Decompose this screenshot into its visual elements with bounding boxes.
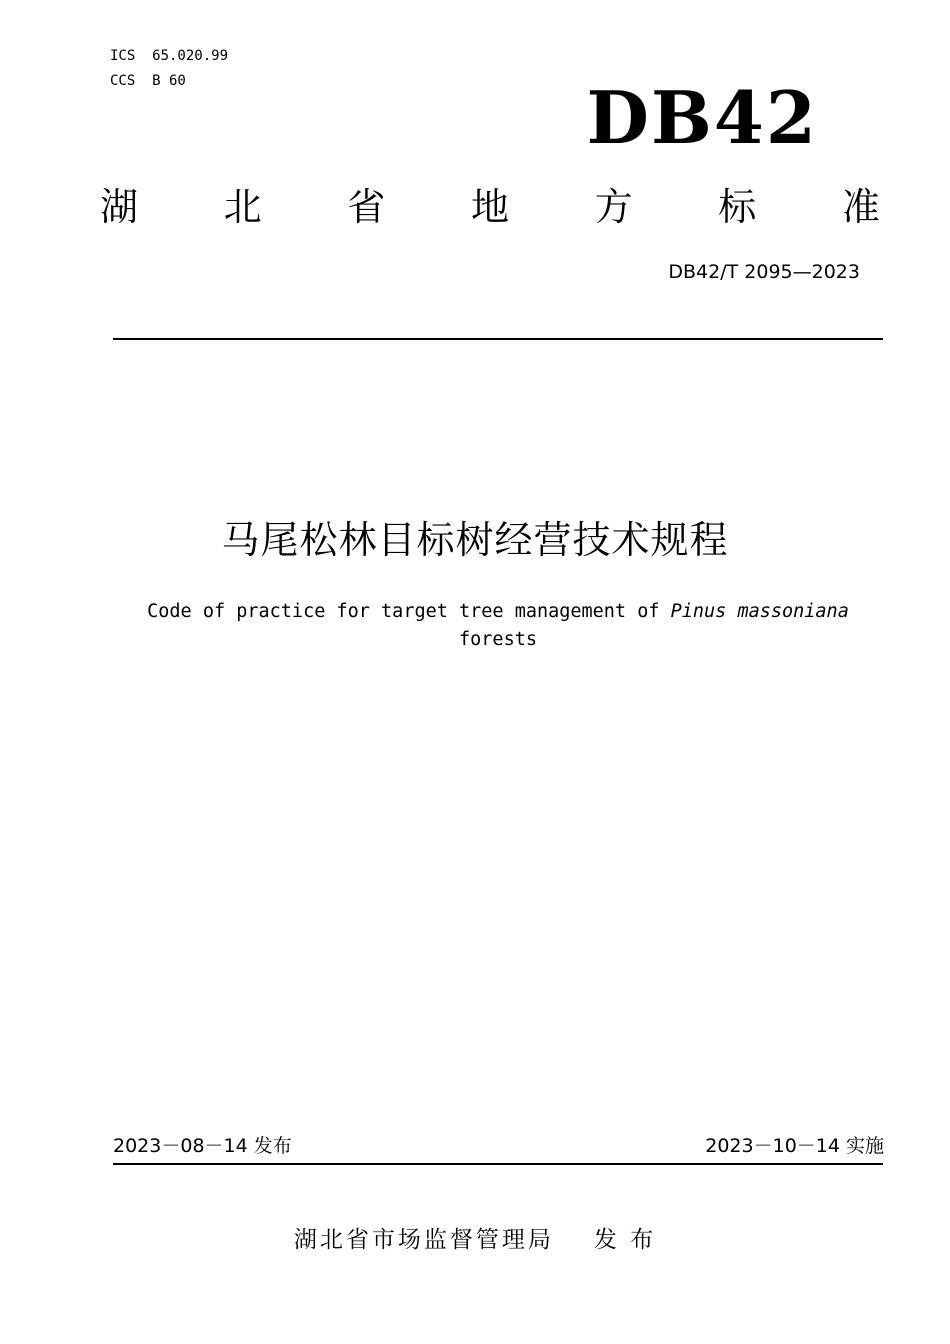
standard-type-char: 省 xyxy=(347,185,386,229)
ccs-code: CCS B 60 xyxy=(110,73,186,89)
chinese-title: 马尾松林目标树经营技术规程 xyxy=(221,518,729,562)
english-title-species: Pinus massoniana xyxy=(670,601,849,622)
bottom-divider xyxy=(113,1163,883,1165)
publisher-name: 湖北省市场监督管理局 xyxy=(293,1227,554,1253)
top-divider xyxy=(113,338,883,340)
standard-type-char: 方 xyxy=(594,185,633,229)
issue-date: 2023－08－14 发布 xyxy=(113,1135,292,1157)
publisher-line xyxy=(0,1224,950,1256)
ics-code: ICS 65.020.99 xyxy=(110,48,229,64)
standard-type-char: 北 xyxy=(223,185,262,229)
english-title-suffix: forests xyxy=(459,629,537,650)
english-title xyxy=(100,598,896,654)
db-logo: DB42 xyxy=(586,75,818,160)
standard-type-char: 地 xyxy=(470,185,509,229)
standard-number: DB42/T 2095—2023 xyxy=(668,261,860,283)
standard-type-char: 湖 xyxy=(100,185,139,229)
implementation-date: 2023－10－14 实施 xyxy=(705,1135,884,1157)
english-title-prefix: Code of practice for target tree management of xyxy=(147,601,671,622)
standard-type-char: 标 xyxy=(718,185,757,229)
publisher-action: 发 布 xyxy=(593,1227,657,1253)
standard-type-heading xyxy=(100,184,880,230)
standard-type-char: 准 xyxy=(841,185,880,229)
